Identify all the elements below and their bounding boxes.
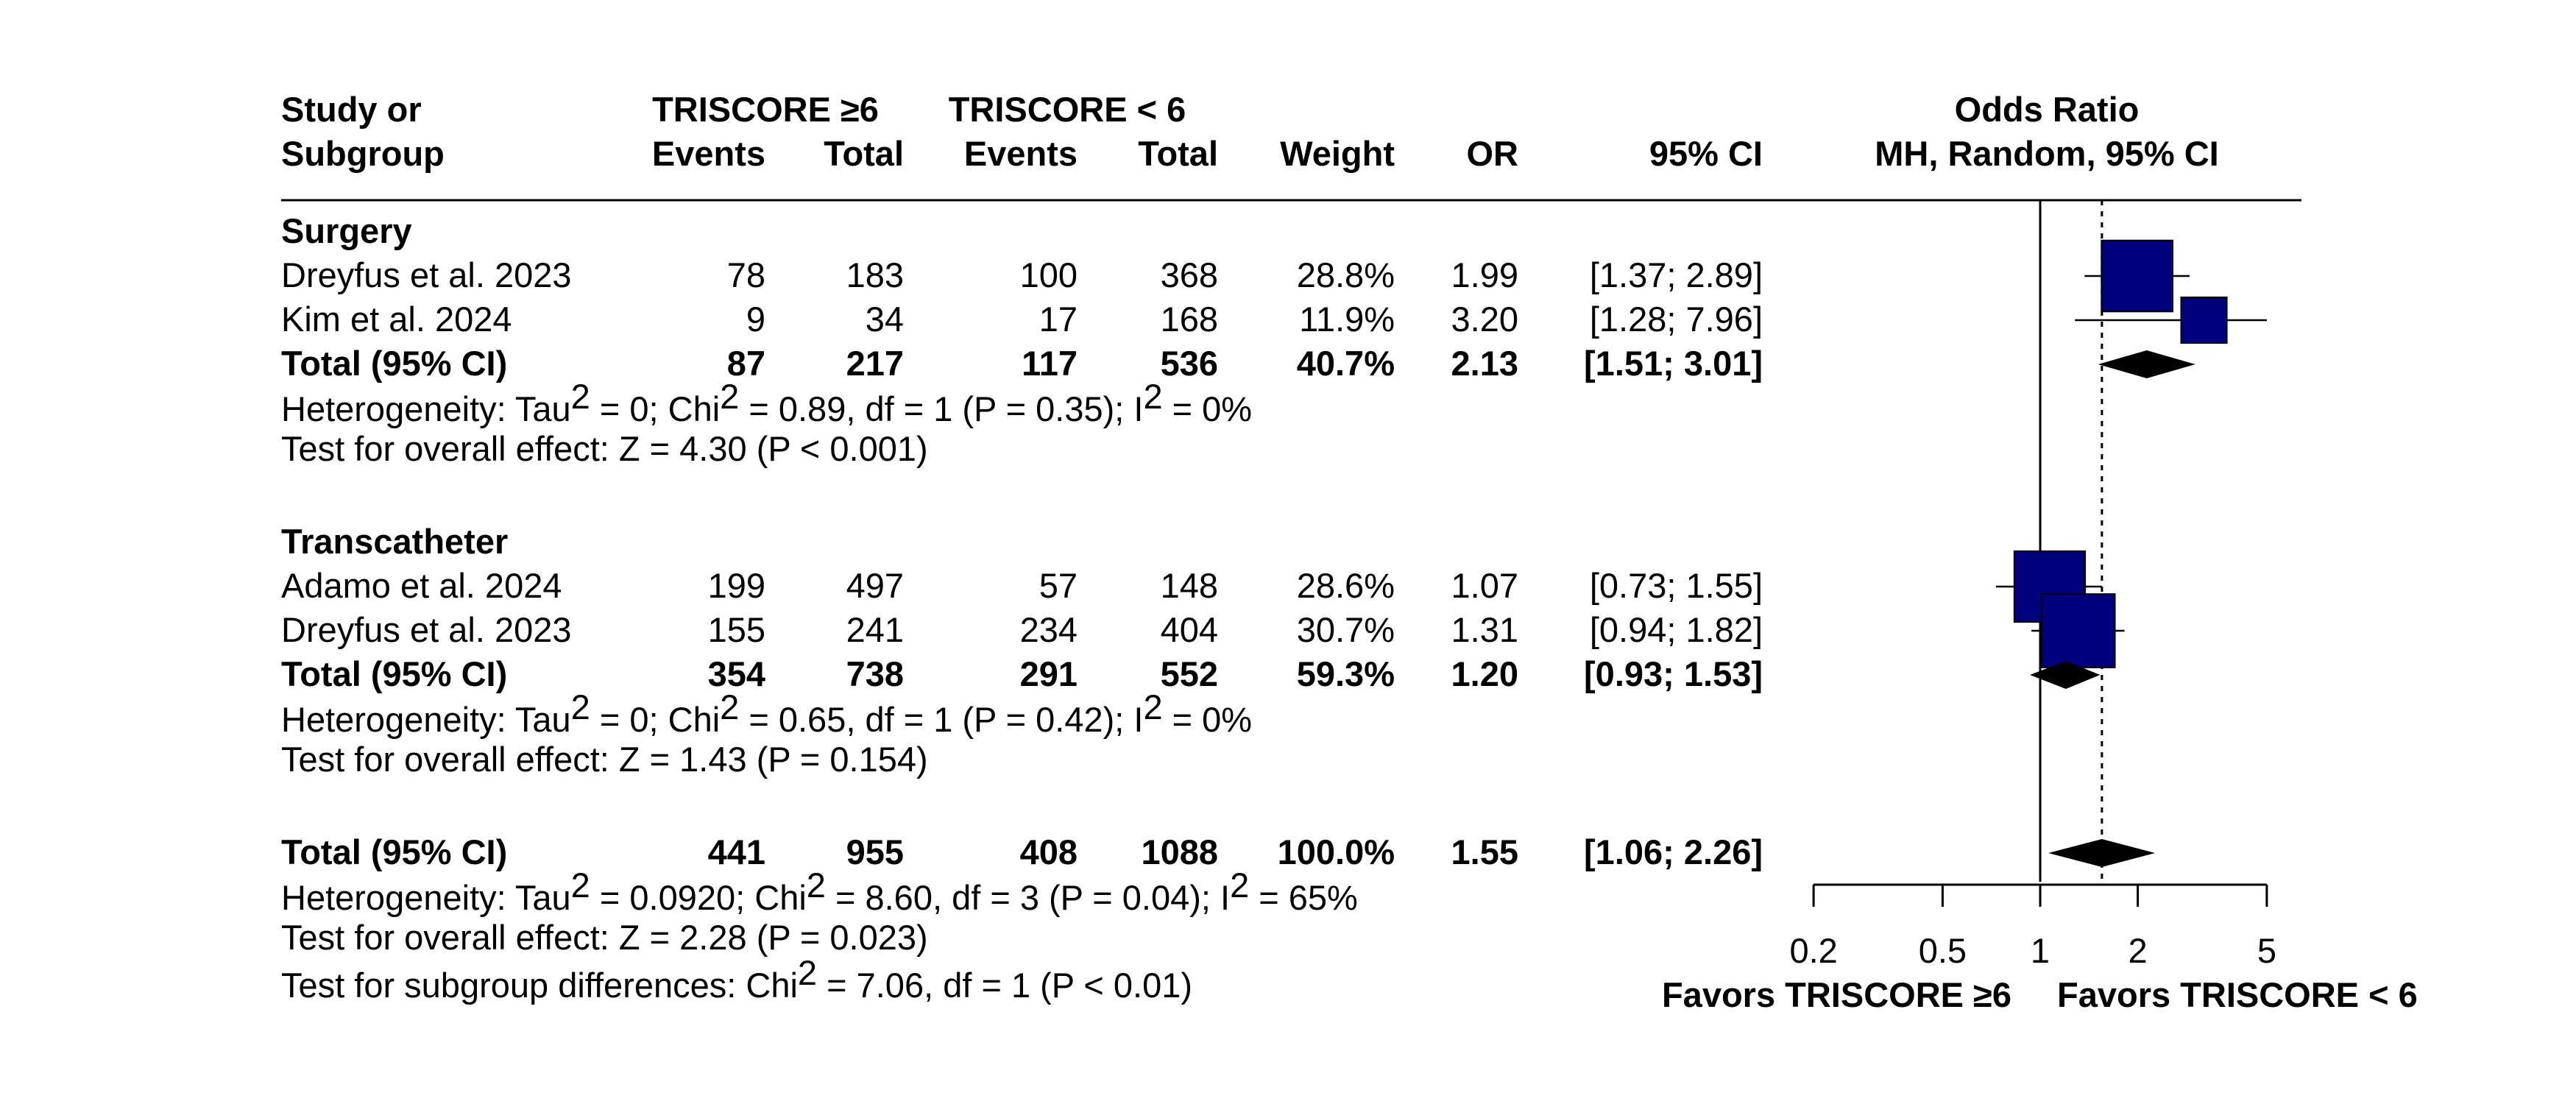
header-or: OR	[1466, 134, 1518, 173]
header-group1: TRISCORE ≥6	[652, 90, 879, 129]
study-1-1-box	[2042, 594, 2115, 668]
study-row-1-1-weight: 30.7%	[1296, 610, 1395, 649]
overall-total-ci: [1.06; 2.26]	[1584, 832, 1763, 871]
subgroup-0-het-part: = 0%	[1162, 389, 1253, 428]
study-row-1-1-ci: [0.94; 1.82]	[1589, 610, 1763, 649]
axis-tick-label: 0.2	[1789, 931, 1838, 970]
study-0-1-box	[2181, 297, 2226, 343]
subgroup-1-het-part: = 0.65, df = 1 (P = 0.42); I	[739, 700, 1144, 739]
subgroup-1-het-part: Heterogeneity: Tau	[281, 700, 571, 739]
header-plot-line1: Odds Ratio	[1954, 90, 2140, 129]
overall-total-label: Total (95% CI)	[281, 832, 508, 871]
header-study-line2: Subgroup	[281, 134, 445, 173]
overall-het-part: 2	[1230, 866, 1250, 905]
overall-effect: Test for overall effect: Z = 2.28 (P = 0.023)	[281, 918, 928, 957]
study-row-0-1-ci: [1.28; 7.96]	[1589, 300, 1763, 339]
subgroup-0-het-part: = 0.89, df = 1 (P = 0.35); I	[739, 389, 1144, 428]
subgroup-total-1-label: Total (95% CI)	[281, 654, 508, 693]
study-row-0-1-e1: 9	[746, 300, 765, 339]
subgroup-total-1-e1: 354	[707, 654, 765, 693]
subgroup-total-1-ci: [0.93; 1.53]	[1584, 654, 1763, 693]
subgroup-1-het-part: = 0%	[1162, 700, 1253, 739]
overall-total-or: 1.55	[1451, 832, 1518, 871]
overall-het-part: Heterogeneity: Tau	[281, 878, 571, 917]
subgroup-0-het-part: Heterogeneity: Tau	[281, 389, 571, 428]
overall-het-part: 2	[806, 866, 826, 905]
header-total-1: Total	[824, 134, 904, 173]
subgroup-heading-0: Surgery	[281, 211, 412, 250]
header-weight: Weight	[1280, 134, 1395, 173]
subgroup-total-1-n2: 552	[1160, 654, 1218, 693]
overall-total-n1: 955	[846, 832, 904, 871]
overall-het-part: = 8.60, df = 3 (P = 0.04); I	[825, 878, 1231, 917]
subgroup-total-0-n2: 536	[1160, 344, 1218, 383]
subgroup-0-het-part: 2	[1143, 377, 1163, 416]
study-row-0-0-ci: [1.37; 2.89]	[1589, 255, 1763, 294]
study-row-0-1-e2: 17	[1038, 300, 1078, 339]
study-row-1-0-weight: 28.6%	[1296, 566, 1395, 605]
study-row-1-1-n1: 241	[846, 610, 904, 649]
subgroup-total-1-weight: 59.3%	[1296, 654, 1395, 693]
study-row-0-1-label: Kim et al. 2024	[281, 300, 512, 339]
study-row-1-0-ci: [0.73; 1.55]	[1589, 566, 1763, 605]
header-group2: TRISCORE < 6	[948, 90, 1186, 129]
study-row-1-0-e1: 199	[707, 566, 765, 605]
subgroup-differences	[281, 953, 1192, 1005]
overall-diamond	[2048, 839, 2155, 867]
subgroup-0-het-part: = 0; Chi	[590, 389, 721, 428]
overall-total-e2: 408	[1019, 832, 1078, 871]
overall-total-weight: 100.0%	[1277, 832, 1395, 871]
subgroup-total-1-e2: 291	[1019, 654, 1078, 693]
subgroup-1-het-part: 2	[570, 687, 590, 726]
overall-total-e1: 441	[707, 832, 765, 871]
subgroup-1-het-part: 2	[1143, 687, 1163, 726]
study-row-0-0-n2: 368	[1160, 255, 1218, 294]
study-row-1-0-n2: 148	[1160, 566, 1218, 605]
study-0-0-box	[2101, 241, 2173, 312]
header-study-line1: Study or	[281, 90, 422, 129]
x-axis	[1789, 885, 2276, 970]
plot-area	[1789, 200, 2276, 970]
study-row-1-0-n1: 497	[846, 566, 904, 605]
study-row-1-1-e2: 234	[1019, 610, 1078, 649]
overall-het-part: 2	[570, 866, 590, 905]
study-row-0-0-or: 1.99	[1451, 255, 1518, 294]
favors-left-label: Favors TRISCORE ≥6	[1661, 975, 2011, 1014]
study-row-0-0-weight: 28.8%	[1296, 255, 1395, 294]
overall-heterogeneity	[281, 866, 1358, 917]
subgroup-0-het-part: 2	[720, 377, 740, 416]
study-row-0-0-e1: 78	[726, 255, 765, 294]
favors-right-label: Favors TRISCORE < 6	[2057, 975, 2418, 1014]
study-row-1-1-label: Dreyfus et al. 2023	[281, 610, 572, 649]
study-row-0-0-e2: 100	[1019, 255, 1078, 294]
study-row-1-1-e1: 155	[707, 610, 765, 649]
table-header	[281, 90, 2219, 173]
subgroup-diff-part: = 7.06, df = 1 (P < 0.01)	[817, 966, 1193, 1005]
study-row-0-1-n2: 168	[1160, 300, 1218, 339]
subgroup-diff-part: 2	[797, 953, 818, 992]
subgroup-effect-1: Test for overall effect: Z = 1.43 (P = 0.154)	[281, 740, 928, 779]
study-row-0-1-n1: 34	[865, 300, 904, 339]
axis-tick-label: 2	[2128, 931, 2148, 970]
header-total-2: Total	[1138, 134, 1218, 173]
subgroup-total-1-or: 1.20	[1451, 654, 1518, 693]
subgroup-total-0-ci: [1.51; 3.01]	[1584, 344, 1763, 383]
axis-tick-label: 0.5	[1918, 931, 1967, 970]
subgroup-total-1-n1: 738	[846, 654, 904, 693]
subgroup-total-0-label: Total (95% CI)	[281, 344, 508, 383]
subgroup-total-0-or: 2.13	[1451, 344, 1518, 383]
study-row-0-0-n1: 183	[846, 255, 904, 294]
header-events-2: Events	[963, 134, 1078, 173]
subgroup-total-0-n1: 217	[846, 344, 904, 383]
subgroup-1-het-part: = 0; Chi	[590, 700, 721, 739]
study-row-1-0-or: 1.07	[1451, 566, 1518, 605]
subgroup-diff-part: Test for subgroup differences: Chi	[281, 966, 798, 1005]
subgroup-effect-0: Test for overall effect: Z = 4.30 (P < 0.001)	[281, 429, 928, 468]
subgroup-1-heterogeneity	[281, 687, 1252, 739]
overall-het-part: = 0.0920; Chi	[590, 878, 807, 917]
study-row-0-1-or: 3.20	[1451, 300, 1518, 339]
overall-het-part: = 65%	[1249, 878, 1358, 917]
study-row-1-0-e2: 57	[1038, 566, 1078, 605]
subgroup-0-heterogeneity	[281, 377, 1252, 428]
subgroup-total-0-e2: 117	[1022, 344, 1078, 383]
header-events-1: Events	[651, 134, 765, 173]
subgroup-total-0-weight: 40.7%	[1296, 344, 1395, 383]
subgroup-total-0-e1: 87	[726, 344, 765, 383]
axis-tick-label: 1	[2030, 931, 2050, 970]
subgroup-1-het-part: 2	[720, 687, 740, 726]
study-row-1-0-label: Adamo et al. 2024	[281, 566, 562, 605]
study-row-0-0-label: Dreyfus et al. 2023	[281, 255, 572, 294]
study-row-1-1-n2: 404	[1160, 610, 1218, 649]
subgroup-0-diamond	[2098, 350, 2195, 378]
subgroup-0-het-part: 2	[570, 377, 590, 416]
table-rows	[281, 211, 1763, 1005]
subgroup-heading-1: Transcatheter	[281, 522, 509, 561]
header-ci: 95% CI	[1649, 134, 1763, 173]
header-plot-line2: MH, Random, 95% CI	[1875, 134, 2219, 173]
study-row-0-1-weight: 11.9%	[1299, 300, 1395, 339]
study-row-1-1-or: 1.31	[1451, 610, 1518, 649]
overall-total-n2: 1088	[1141, 832, 1218, 871]
axis-tick-label: 5	[2257, 931, 2276, 970]
